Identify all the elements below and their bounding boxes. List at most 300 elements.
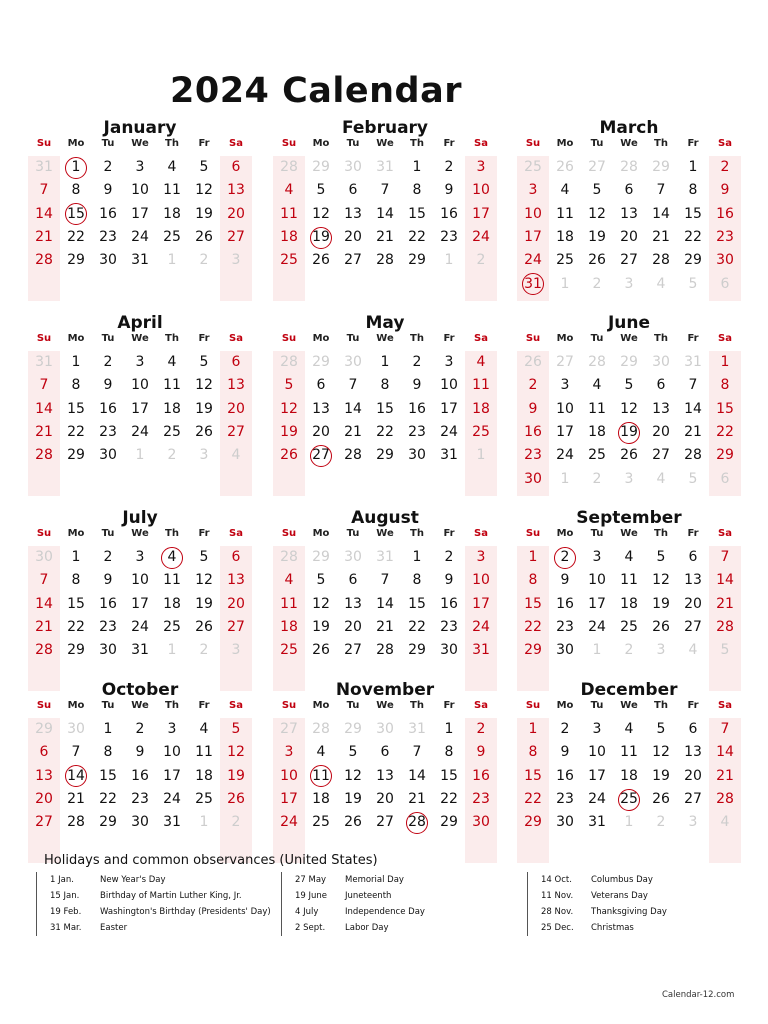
weekday-label: Fr [687, 528, 699, 539]
calendar-day: 1 [444, 721, 454, 737]
adjacent-month-day: 1 [592, 642, 602, 659]
adjacent-month-day: 1 [560, 470, 570, 487]
adjacent-month-day: 30 [344, 159, 362, 175]
calendar-day: 22 [684, 228, 702, 245]
calendar-day: 30 [556, 642, 574, 659]
adjacent-month-day: 1 [199, 814, 209, 831]
calendar-day: 29 [408, 252, 426, 269]
adjacent-month-day: 6 [720, 275, 730, 292]
weekday-label: Tu [346, 528, 360, 539]
month-june [517, 313, 741, 496]
calendar-day: 28 [684, 447, 702, 464]
calendar-day: 5 [199, 354, 209, 370]
weekday-label: Th [410, 333, 424, 344]
holiday-date: 25 Dec. [541, 923, 574, 933]
weekday-label: Sa [474, 138, 488, 149]
calendar-day: 3 [284, 744, 294, 761]
calendar-day: 16 [440, 205, 458, 222]
holiday-circle-marker [522, 273, 544, 295]
calendar-day: 14 [35, 400, 53, 417]
weekday-label: Th [654, 333, 668, 344]
calendar-day: 29 [524, 814, 542, 831]
adjacent-month-day: 28 [588, 354, 606, 370]
calendar-day: 4 [284, 572, 294, 589]
adjacent-month-day: 29 [344, 721, 362, 737]
calendar-day: 10 [556, 400, 574, 417]
holidays-column-1 [36, 872, 277, 936]
weekday-label: Mo [556, 333, 574, 344]
calendar-day: 28 [716, 618, 734, 635]
adjacent-month-day: 30 [344, 549, 362, 565]
calendar-day: 3 [476, 159, 486, 175]
calendar-day: 2 [103, 354, 113, 370]
calendar-day: 14 [716, 744, 734, 761]
calendar-day: 3 [135, 549, 145, 565]
calendar-day: 21 [344, 423, 362, 440]
weekday-label: Mo [312, 528, 330, 539]
calendar-day: 20 [652, 423, 670, 440]
weekday-label: Mo [556, 138, 574, 149]
holiday-row [528, 904, 728, 920]
calendar-day: 30 [99, 642, 117, 659]
holiday-row [282, 888, 522, 904]
calendar-day: 30 [556, 814, 574, 831]
calendar-day: 17 [440, 400, 458, 417]
weekday-label: We [376, 333, 394, 344]
calendar-day: 29 [67, 447, 85, 464]
calendar-day: 26 [195, 423, 213, 440]
calendar-day: 9 [103, 377, 113, 394]
calendar-day: 4 [167, 549, 177, 565]
calendar-day: 13 [620, 205, 638, 222]
calendar-day: 15 [716, 400, 734, 417]
calendar-day: 23 [99, 228, 117, 245]
weekday-label: Sa [229, 700, 243, 711]
calendar-day: 10 [131, 182, 149, 199]
calendar-day: 30 [716, 252, 734, 269]
month-may [273, 313, 497, 496]
month-march [517, 118, 741, 301]
calendar-day: 14 [344, 400, 362, 417]
calendar-day: 22 [408, 618, 426, 635]
calendar-day: 7 [412, 744, 422, 761]
holiday-name: Christmas [591, 923, 634, 933]
adjacent-month-day: 27 [588, 159, 606, 175]
calendar-day: 11 [556, 205, 574, 222]
holiday-name: Labor Day [345, 923, 389, 933]
holiday-circle-marker [310, 227, 332, 249]
calendar-day: 22 [67, 618, 85, 635]
month-august [273, 508, 497, 691]
calendar-day: 23 [716, 228, 734, 245]
calendar-day: 29 [99, 814, 117, 831]
calendar-day: 2 [720, 159, 730, 175]
adjacent-month-day: 27 [280, 721, 298, 737]
calendar-day: 16 [440, 595, 458, 612]
calendar-day: 10 [163, 744, 181, 761]
month-name: August [351, 508, 419, 528]
month-name: July [122, 508, 158, 528]
adjacent-month-day: 31 [376, 159, 394, 175]
holiday-date: 2 Sept. [295, 923, 326, 933]
calendar-day: 18 [280, 618, 298, 635]
calendar-day: 2 [135, 721, 145, 737]
calendar-day: 11 [312, 767, 330, 784]
calendar-day: 16 [472, 767, 490, 784]
calendar-day: 5 [316, 182, 326, 199]
calendar-day: 21 [716, 767, 734, 784]
calendar-day: 26 [588, 252, 606, 269]
calendar-day: 13 [227, 572, 245, 589]
holiday-row [282, 872, 522, 888]
adjacent-month-day: 2 [167, 447, 177, 464]
calendar-day: 12 [280, 400, 298, 417]
calendar-day: 24 [131, 228, 149, 245]
calendar-day: 1 [71, 354, 81, 370]
calendar-day: 3 [528, 182, 538, 199]
holiday-date: 27 May [295, 875, 327, 885]
holiday-name: Independence Day [345, 907, 425, 917]
calendar-day: 27 [620, 252, 638, 269]
month-february [273, 118, 497, 301]
calendar-day: 23 [524, 447, 542, 464]
holiday-date: 14 Oct. [541, 875, 572, 885]
calendar-day: 1 [720, 354, 730, 370]
calendar-day: 14 [716, 572, 734, 589]
calendar-day: 6 [688, 549, 698, 565]
adjacent-month-day: 1 [167, 642, 177, 659]
calendar-day: 19 [652, 767, 670, 784]
calendar-day: 24 [163, 790, 181, 807]
adjacent-month-day: 29 [35, 721, 53, 737]
weekday-label: Su [281, 333, 297, 344]
weekday-label: Mo [312, 700, 330, 711]
weekday-label: Th [654, 528, 668, 539]
adjacent-month-day: 31 [684, 354, 702, 370]
adjacent-month-day: 4 [656, 275, 666, 292]
calendar-day: 17 [588, 595, 606, 612]
calendar-day: 9 [560, 744, 570, 761]
calendar-day: 12 [195, 377, 213, 394]
calendar-day: 8 [412, 182, 422, 199]
calendar-day: 18 [556, 228, 574, 245]
calendar-day: 4 [167, 354, 177, 370]
adjacent-month-day: 2 [231, 814, 241, 831]
weekday-label: We [620, 138, 638, 149]
calendar-day: 1 [380, 354, 390, 370]
calendar-day: 24 [524, 252, 542, 269]
weekday-label: Th [165, 138, 179, 149]
calendar-day: 21 [35, 228, 53, 245]
weekday-label: Th [165, 700, 179, 711]
calendar-day: 23 [556, 618, 574, 635]
adjacent-month-day: 4 [720, 814, 730, 831]
weekday-label: Su [281, 700, 297, 711]
weekday-label: Tu [590, 700, 604, 711]
calendar-day: 15 [524, 767, 542, 784]
adjacent-month-day: 28 [312, 721, 330, 737]
calendar-day: 8 [71, 377, 81, 394]
calendar-day: 24 [472, 618, 490, 635]
calendar-day: 24 [280, 814, 298, 831]
calendar-day: 23 [440, 228, 458, 245]
weekday-label: Fr [443, 700, 455, 711]
adjacent-month-day: 3 [624, 470, 634, 487]
adjacent-month-day: 31 [35, 159, 53, 175]
calendar-day: 18 [620, 595, 638, 612]
weekday-label: Mo [556, 528, 574, 539]
calendar-day: 26 [344, 814, 362, 831]
calendar-day: 9 [444, 572, 454, 589]
month-name: January [103, 118, 177, 138]
calendar-day: 12 [227, 744, 245, 761]
calendar-day: 6 [231, 549, 241, 565]
weekday-label: Th [410, 528, 424, 539]
weekday-label: Su [525, 528, 541, 539]
calendar-day: 20 [684, 767, 702, 784]
calendar-day: 13 [227, 377, 245, 394]
calendar-day: 3 [135, 354, 145, 370]
calendar-day: 13 [376, 767, 394, 784]
calendar-day: 15 [99, 767, 117, 784]
calendar-day: 19 [195, 595, 213, 612]
weekday-label: Mo [67, 138, 85, 149]
calendar-day: 23 [99, 423, 117, 440]
month-name: December [580, 680, 678, 700]
weekday-label: Sa [474, 333, 488, 344]
month-april [28, 313, 252, 496]
calendar-day: 25 [312, 814, 330, 831]
adjacent-month-day: 6 [720, 470, 730, 487]
calendar-day: 2 [103, 549, 113, 565]
calendar-day: 4 [624, 721, 634, 737]
calendar-day: 4 [316, 744, 326, 761]
holiday-name: Birthday of Martin Luther King, Jr. [100, 891, 242, 901]
calendar-day: 13 [312, 400, 330, 417]
calendar-day: 21 [716, 595, 734, 612]
calendar-day: 16 [99, 595, 117, 612]
calendar-day: 30 [472, 814, 490, 831]
weekday-label: Sa [474, 528, 488, 539]
calendar-day: 29 [67, 642, 85, 659]
calendar-day: 20 [35, 790, 53, 807]
calendar-day: 27 [684, 790, 702, 807]
calendar-day: 12 [588, 205, 606, 222]
calendar-day: 24 [440, 423, 458, 440]
calendar-day: 27 [227, 228, 245, 245]
weekday-label: We [376, 700, 394, 711]
calendar-day: 31 [440, 447, 458, 464]
calendar-day: 27 [652, 447, 670, 464]
adjacent-month-day: 29 [652, 159, 670, 175]
calendar-day: 28 [408, 814, 426, 831]
month-name: May [365, 313, 405, 333]
calendar-day: 21 [376, 228, 394, 245]
calendar-day: 13 [684, 744, 702, 761]
weekday-label: Fr [687, 700, 699, 711]
month-name: March [599, 118, 659, 138]
adjacent-month-day: 3 [688, 814, 698, 831]
holiday-circle-marker [161, 547, 183, 569]
calendar-day: 25 [163, 228, 181, 245]
weekday-label: Th [654, 138, 668, 149]
calendar-day: 23 [556, 790, 574, 807]
calendar-day: 9 [720, 182, 730, 199]
holiday-date: 15 Jan. [50, 891, 80, 901]
calendar-day: 29 [524, 642, 542, 659]
adjacent-month-day: 4 [656, 470, 666, 487]
calendar-day: 15 [684, 205, 702, 222]
calendar-day: 1 [688, 159, 698, 175]
calendar-day: 4 [624, 549, 634, 565]
calendar-day: 21 [35, 423, 53, 440]
holiday-row [528, 888, 728, 904]
weekday-label: Tu [590, 528, 604, 539]
weekday-label: Tu [590, 333, 604, 344]
weekday-label: Sa [229, 333, 243, 344]
holiday-circle-marker [618, 789, 640, 811]
calendar-day: 29 [440, 814, 458, 831]
calendar-day: 22 [524, 618, 542, 635]
calendar-day: 12 [344, 767, 362, 784]
weekday-label: Th [410, 700, 424, 711]
calendar-day: 30 [408, 447, 426, 464]
calendar-day: 14 [376, 205, 394, 222]
calendar-day: 12 [312, 595, 330, 612]
calendar-day: 18 [620, 767, 638, 784]
calendar-day: 28 [67, 814, 85, 831]
calendar-day: 21 [35, 618, 53, 635]
calendar-day: 11 [163, 377, 181, 394]
calendar-day: 22 [524, 790, 542, 807]
holidays-title: Holidays and common observances (United States) [44, 853, 378, 868]
adjacent-month-day: 26 [524, 354, 542, 370]
calendar-day: 14 [684, 400, 702, 417]
calendar-day: 11 [163, 572, 181, 589]
calendar-day: 12 [195, 182, 213, 199]
calendar-day: 7 [39, 572, 49, 589]
calendar-day: 6 [316, 377, 326, 394]
calendar-day: 27 [344, 642, 362, 659]
calendar-day: 11 [472, 377, 490, 394]
calendar-day: 5 [592, 182, 602, 199]
calendar-day: 6 [348, 182, 358, 199]
calendar-day: 6 [231, 354, 241, 370]
calendar-day: 15 [67, 595, 85, 612]
weekday-label: We [131, 138, 149, 149]
holiday-row [282, 920, 522, 936]
calendar-day: 26 [620, 447, 638, 464]
calendar-day: 21 [684, 423, 702, 440]
calendar-day: 23 [472, 790, 490, 807]
calendar-day: 6 [380, 744, 390, 761]
calendar-day: 5 [624, 377, 634, 394]
calendar-day: 21 [67, 790, 85, 807]
holiday-name: Easter [100, 923, 128, 933]
weekday-label: Fr [198, 700, 210, 711]
calendar-day: 12 [620, 400, 638, 417]
calendar-day: 31 [472, 642, 490, 659]
calendar-day: 28 [376, 642, 394, 659]
calendar-day: 13 [344, 595, 362, 612]
weekday-label: We [620, 528, 638, 539]
calendar-day: 9 [135, 744, 145, 761]
weekday-label: Sa [718, 700, 732, 711]
calendar-day: 25 [588, 447, 606, 464]
weekday-label: Tu [346, 333, 360, 344]
calendar-day: 22 [408, 228, 426, 245]
calendar-day: 26 [195, 618, 213, 635]
calendar-day: 25 [280, 252, 298, 269]
calendar-day: 18 [163, 400, 181, 417]
calendar-day: 25 [163, 423, 181, 440]
calendar-day: 6 [656, 377, 666, 394]
adjacent-month-day: 30 [652, 354, 670, 370]
adjacent-month-day: 30 [376, 721, 394, 737]
weekday-label: Su [281, 528, 297, 539]
calendar-day: 15 [524, 595, 542, 612]
calendar-day: 21 [652, 228, 670, 245]
weekday-label: Mo [67, 700, 85, 711]
calendar-day: 23 [408, 423, 426, 440]
calendar-day: 22 [99, 790, 117, 807]
holiday-name: New Year's Day [100, 875, 166, 885]
calendar-day: 10 [588, 572, 606, 589]
holiday-date: 28 Nov. [541, 907, 574, 917]
calendar-day: 8 [688, 182, 698, 199]
holiday-circle-marker [406, 812, 428, 834]
adjacent-month-day: 29 [312, 354, 330, 370]
calendar-day: 28 [344, 447, 362, 464]
calendar-day: 10 [440, 377, 458, 394]
calendar-day: 20 [620, 228, 638, 245]
weekday-label: Fr [198, 528, 210, 539]
calendar-day: 27 [684, 618, 702, 635]
weekday-label: Mo [67, 528, 85, 539]
calendar-day: 15 [67, 205, 85, 222]
calendar-day: 2 [560, 721, 570, 737]
adjacent-month-day: 29 [312, 159, 330, 175]
weekday-label: Su [525, 700, 541, 711]
calendar-day: 11 [163, 182, 181, 199]
holiday-name: Thanksgiving Day [591, 907, 667, 917]
calendar-day: 17 [472, 205, 490, 222]
calendar-day: 25 [556, 252, 574, 269]
adjacent-month-day: 2 [199, 252, 209, 269]
weekday-label: Tu [101, 700, 115, 711]
calendar-day: 6 [231, 159, 241, 175]
weekday-label: We [620, 333, 638, 344]
holiday-name: Memorial Day [345, 875, 404, 885]
calendar-day: 4 [199, 721, 209, 737]
calendar-day: 4 [560, 182, 570, 199]
calendar-day: 28 [35, 642, 53, 659]
calendar-day: 24 [588, 618, 606, 635]
calendar-day: 30 [131, 814, 149, 831]
calendar-day: 19 [280, 423, 298, 440]
calendar-day: 11 [280, 595, 298, 612]
calendar-day: 9 [412, 377, 422, 394]
calendar-day: 16 [131, 767, 149, 784]
calendar-day: 5 [316, 572, 326, 589]
calendar-day: 2 [560, 549, 570, 565]
calendar-day: 5 [656, 549, 666, 565]
adjacent-month-day: 28 [280, 549, 298, 565]
calendar-day: 7 [39, 182, 49, 199]
adjacent-month-day: 5 [688, 470, 698, 487]
calendar-day: 24 [131, 423, 149, 440]
calendar-day: 27 [227, 618, 245, 635]
